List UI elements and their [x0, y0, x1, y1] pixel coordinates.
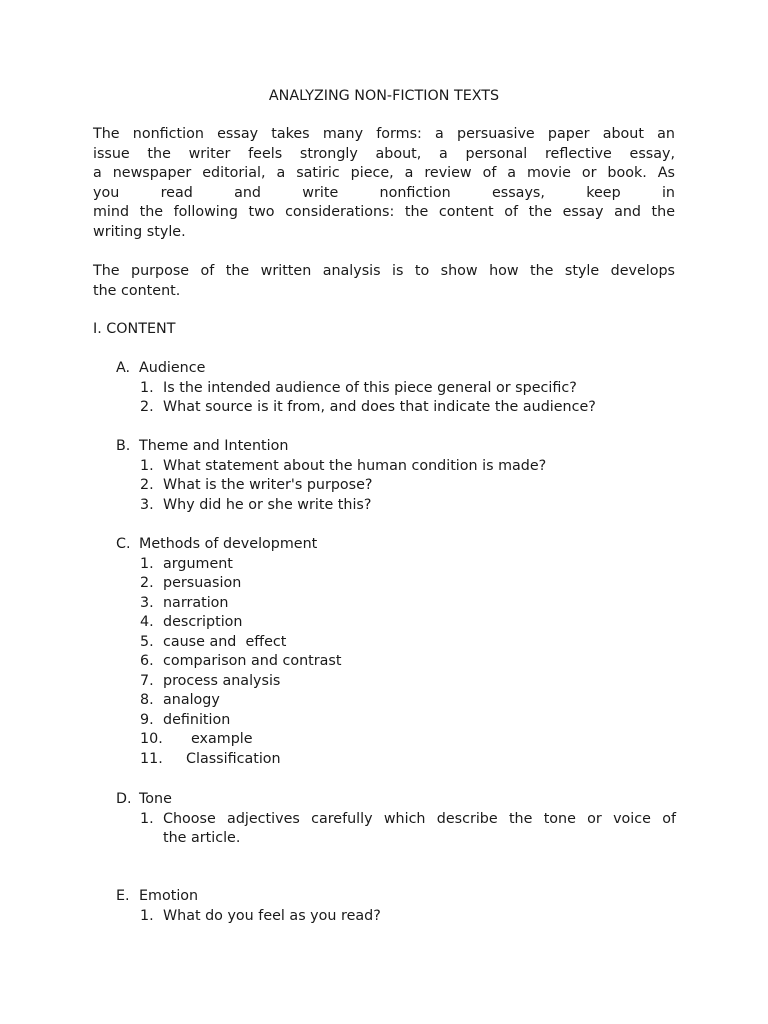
purpose-paragraph: [93, 262, 675, 301]
list-item: [116, 711, 676, 731]
list-item: [116, 594, 676, 614]
subsection-heading: [116, 790, 676, 810]
list-item: [116, 398, 676, 418]
list-item: [116, 750, 676, 770]
subsection-title: Audience: [139, 360, 206, 376]
subsection-title: Emotion: [139, 888, 199, 904]
subsection-letter: E.: [116, 888, 130, 904]
subsection-heading: [116, 535, 676, 555]
subsection-title: Tone: [139, 791, 172, 807]
item-text: comparison and contrast: [163, 653, 342, 669]
list-item: [116, 907, 676, 927]
subsection-heading: [116, 437, 676, 457]
purpose-line: The purpose of the written analysis is to show how the style develops: [93, 263, 675, 279]
item-text: Is the intended audience of this piece general or specific?: [163, 379, 577, 396]
item-text: persuasion: [163, 575, 242, 591]
item-text: example: [191, 731, 253, 747]
purpose-line: the content.: [93, 282, 181, 299]
item-number: 6.: [140, 653, 154, 669]
item-text: [163, 810, 676, 849]
list-item: [116, 574, 676, 594]
intro-line: writing style.: [93, 223, 186, 240]
subsection-heading: [116, 359, 676, 379]
intro-paragraph: [93, 125, 675, 242]
list-item: [116, 613, 676, 633]
subsection-audience: [116, 359, 676, 418]
item-text: What do you feel as you read?: [163, 907, 381, 924]
item-text: argument: [163, 555, 233, 572]
subsection-theme: [116, 437, 676, 515]
list-item: [116, 730, 676, 750]
subsection-letter: C.: [116, 536, 131, 552]
subsection-title: Theme and Intention: [139, 438, 289, 454]
list-item: [116, 672, 676, 692]
subsection-emotion: [116, 887, 676, 926]
intro-line: you read and write nonfiction essays, keep in: [93, 184, 675, 201]
item-text: process analysis: [163, 672, 281, 689]
item-text: definition: [163, 711, 231, 728]
item-number: 3.: [140, 594, 154, 611]
item-text: Classification: [186, 750, 281, 767]
item-number: 7.: [140, 672, 154, 689]
item-number: 2.: [140, 575, 154, 591]
subsection-title: Methods of development: [139, 536, 318, 552]
item-number: 4.: [140, 614, 154, 630]
item-text: description: [163, 614, 243, 630]
list-item: [116, 633, 676, 653]
item-text: Why did he or she write this?: [163, 496, 372, 513]
item-number: 1.: [140, 457, 154, 474]
section-heading-content: I. CONTENT: [93, 321, 176, 337]
item-text: analogy: [163, 692, 220, 708]
list-item: [116, 691, 676, 711]
item-number: 5.: [140, 633, 154, 650]
subsection-methods: [116, 535, 676, 769]
item-number: 2.: [140, 399, 154, 415]
list-item: [116, 652, 676, 672]
list-item: [116, 555, 676, 575]
subsection-heading: [116, 887, 676, 907]
item-number: 10.: [140, 731, 163, 747]
intro-line: mind the following two considerations: the content of the essay and the: [93, 204, 675, 220]
list-item: [116, 810, 676, 849]
item-number: 8.: [140, 692, 154, 708]
item-text: What is the writer's purpose?: [163, 477, 373, 493]
intro-line: The nonfiction essay takes many forms: a persuasive paper about an: [93, 126, 675, 142]
item-number: 1.: [140, 379, 154, 396]
item-number: 11.: [140, 750, 163, 767]
list-item: [116, 496, 676, 516]
item-number: 1.: [140, 907, 154, 924]
item-text-line: Choose adjectives carefully which describe the tone or voice of: [163, 810, 676, 827]
list-item: [116, 476, 676, 496]
item-number: 1.: [140, 555, 154, 572]
intro-line: issue the writer feels strongly about, a personal reflective essay,: [93, 145, 675, 162]
item-number: 2.: [140, 477, 154, 493]
list-item: [116, 379, 676, 399]
subsection-tone: [116, 790, 676, 849]
item-text-line: the article.: [163, 830, 241, 846]
subsection-letter: A.: [116, 360, 131, 376]
item-text: What statement about the human condition is made?: [163, 457, 547, 474]
item-number: 1.: [140, 810, 154, 827]
intro-line: a newspaper editorial, a satiric piece, a review of a movie or book. As: [93, 165, 675, 181]
document-title: ANALYZING NON-FICTION TEXTS: [268, 88, 500, 104]
list-item: [116, 457, 676, 477]
item-number: 9.: [140, 711, 154, 728]
subsection-letter: D.: [116, 791, 132, 807]
item-text: cause and effect: [163, 633, 287, 650]
subsection-letter: B.: [116, 438, 131, 454]
item-text: What source is it from, and does that indicate the audience?: [163, 399, 596, 415]
item-text: narration: [163, 594, 229, 611]
item-number: 3.: [140, 496, 154, 513]
